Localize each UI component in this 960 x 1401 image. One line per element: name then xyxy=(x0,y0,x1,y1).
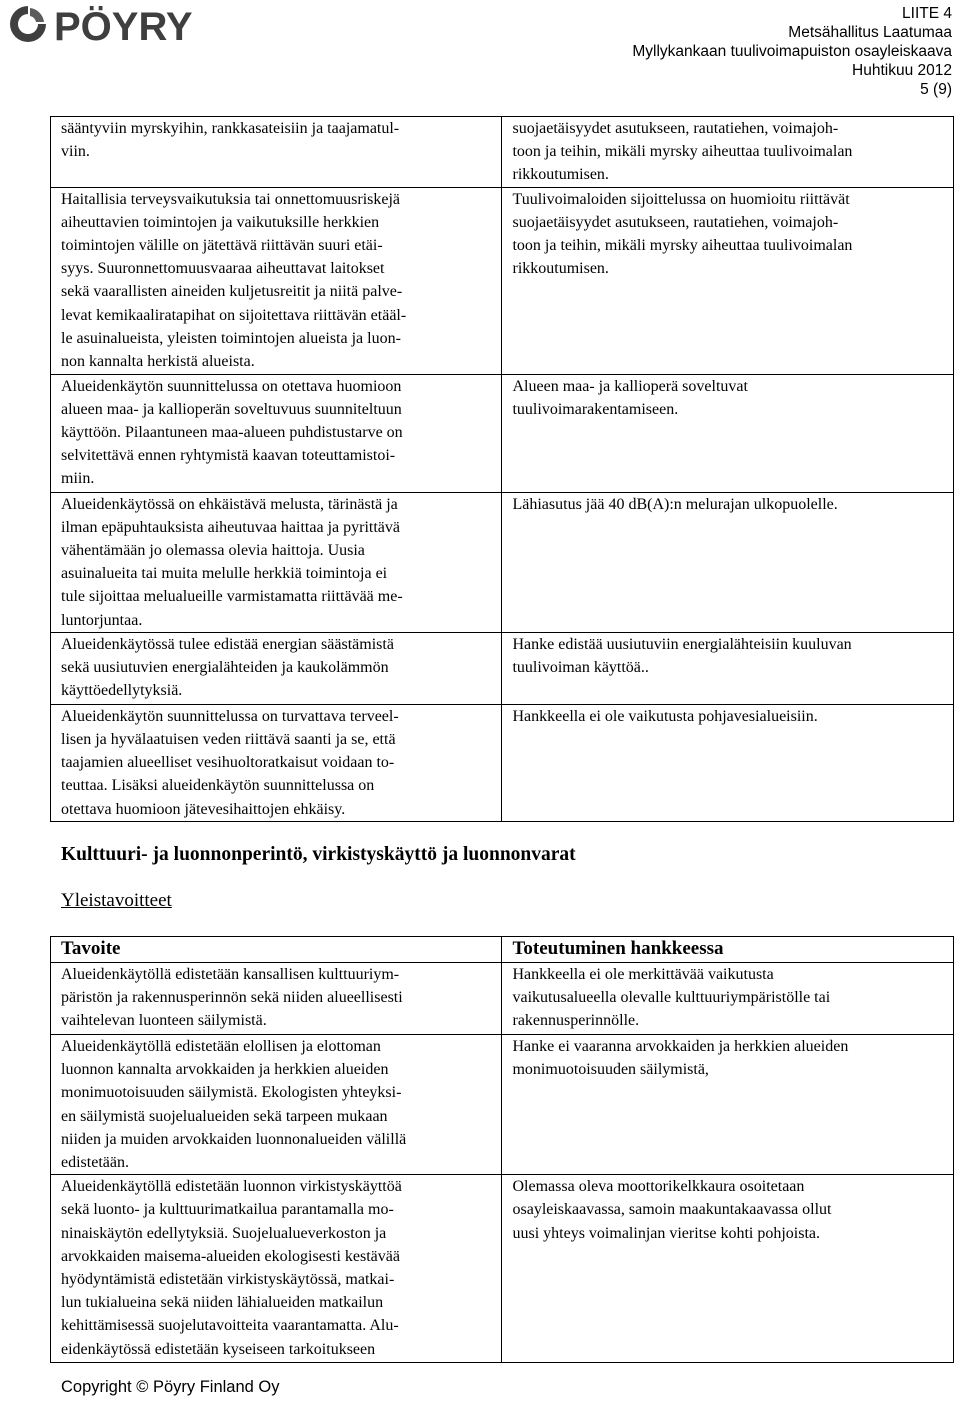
objective-text: Alueidenkäytössä on ehkäistävä melusta, tärinästä ja ilman epäpuhtauksista aiheutuvaa haittaa ja pyrittävä vähentämään jo olemassa olevia haittoja. Uusia asuinalueita tai muita melulle herkkiä toimintoja ei tule sijoittaa melualueille varmistamatta riittävää me- luntorjuntaa. xyxy=(61,495,403,629)
objective-cell xyxy=(51,704,502,821)
objective-cell xyxy=(51,632,502,704)
implementation-cell xyxy=(502,117,954,188)
client-name: Metsähallitus Laatumaa xyxy=(788,24,952,41)
table-row xyxy=(51,492,954,632)
general-objectives-table xyxy=(50,936,954,1363)
svg-text:PÖYRY: PÖYRY xyxy=(54,5,193,44)
column-header-objective: Tavoite xyxy=(51,937,502,963)
section-subtitle: Yleistavoitteet xyxy=(61,890,172,911)
objective-text: Alueidenkäytöllä edistetään elollisen ja elottoman luonnon kannalta arvokkaiden ja herkkien alueiden monimuotoisuuden säilymistä. Ekologisten yhteyksi- en säilymistä suojelualueiden sekä tarpeen mukaan niiden ja muiden arvokkaiden luonnonalueiden välillä edistetään. xyxy=(61,1038,407,1172)
implementation-text: Lähiasutus jää 40 dB(A):n melurajan ulkopuolelle. xyxy=(512,495,838,513)
implementation-text: Hankkeella ei ole merkittävää vaikutusta vaikutusalueella olevalle kulttuuriympäristölle tai rakennusperinnölle. xyxy=(512,966,831,1030)
objective-cell xyxy=(51,117,502,188)
objective-text: Haitallisia terveysvaikutuksia tai onnettomuusriskejä aiheuttavien toimintojen ja vaikutuksille herkkien toimintojen välille on jätettävä riittävän suuri etäi- syys. Suuronnettomuusvaaraa aiheuttavat laitokset sekä vaarallisten aineiden kuljetusreitit ja niitä palve- levat kemikaaliratapihat on sijoitettava riittävän etääl- le asuinalueista, yleisten toimintojen alueista ja luon- non kannalta herkistä alueista. xyxy=(61,190,407,371)
objective-cell xyxy=(51,187,502,374)
implementation-cell xyxy=(502,1035,954,1175)
objectives-table-continued xyxy=(50,116,954,822)
table1-body xyxy=(51,117,954,822)
table-row xyxy=(51,117,954,188)
implementation-cell xyxy=(502,632,954,704)
copyright-footer: Copyright © Pöyry Finland Oy xyxy=(61,1378,280,1396)
objective-text: Alueidenkäytössä tulee edistää energian säästämistä sekä uusiutuvien energialähteiden ja kaukolämmön käyttöedellytyksiä. xyxy=(61,635,394,700)
implementation-text: Olemassa oleva moottorikelkkaura osoitetaan osayleiskaavassa, samoin maakuntakaavassa ollut uusi yhteys voimalinjan vieritse kohti pohjoista. xyxy=(512,1178,832,1242)
document-date: Huhtikuu 2012 xyxy=(852,62,952,79)
objective-text: Alueidenkäytöllä edistetään luonnon virkistyskäyttöä sekä luonto- ja kulttuurimatkailua parantamalla mo- ninaiskäytön edellytyksiä. Suojelualueverkoston ja arvokkaiden maisema-alueiden ekologisesti kestävää hyödyntämistä edistetään virkistyskäytössä, matkai- lun tukialueina sekä niiden lähialueiden matkailun kehittämisessä suojelutavoitteita vaarantamatta. Alu- eidenkäytössä edistetään kyseiseen tarkoitukseen xyxy=(61,1178,402,1358)
implementation-cell xyxy=(502,374,954,492)
implementation-cell xyxy=(502,1175,954,1363)
table-header-row xyxy=(51,937,954,963)
objective-text: Alueidenkäytön suunnittelussa on otettava huomioon alueen maa- ja kallioperän soveltuvuus suunniteltuun käyttöön. Pilaantuneen maa-alueen puhdistustarve on selvitettävä ennen ryhtymistä kaavan toteuttamistoi- miin. xyxy=(61,377,403,488)
table-row xyxy=(51,1035,954,1175)
page-number: 5 (9) xyxy=(920,81,952,98)
objective-cell xyxy=(51,963,502,1035)
objective-cell xyxy=(51,492,502,632)
implementation-text: Hanke edistää uusiutuviin energialähteisiin kuuluvan tuulivoiman käyttöä.. xyxy=(512,635,852,677)
objective-text: sääntyviin myrskyihin, rankkasateisiin ja taajamatul- viin. xyxy=(61,120,400,161)
page-header xyxy=(632,4,952,99)
implementation-text: Alueen maa- ja kallioperä soveltuvat tuulivoimarakentamiseen. xyxy=(512,377,748,418)
implementation-text: suojaetäisyydet asutukseen, rautatiehen, voimajoh- toon ja teihin, mikäli myrsky aiheuttaa tuulivoimalan rikkoutumisen. xyxy=(512,120,853,184)
implementation-cell xyxy=(502,492,954,632)
attachment-label: LIITE 4 xyxy=(902,5,952,22)
table-row xyxy=(51,374,954,492)
table-row xyxy=(51,704,954,821)
objective-text: Alueidenkäytön suunnittelussa on turvattava terveel- lisen ja hyvälaatuisen veden riittävä saanti ja se, että taajamien alueelliset vesihuoltoratkaisut voidaan to- teuttaa. Lisäksi alueidenkäytön suunnittelussa on otettava huomioon jätevesihaittojen ehkäisy. xyxy=(61,707,399,818)
implementation-text: Hankkeella ei ole vaikutusta pohjavesialueisiin. xyxy=(512,707,818,725)
implementation-text: Hanke ei vaaranna arvokkaiden ja herkkien alueiden monimuotoisuuden säilymistä, xyxy=(512,1038,849,1079)
section-title: Kulttuuri- ja luonnonperintö, virkistyskäyttö ja luonnonvarat xyxy=(61,844,576,865)
objective-cell xyxy=(51,1035,502,1175)
implementation-cell xyxy=(502,704,954,821)
implementation-cell xyxy=(502,963,954,1035)
table-row xyxy=(51,963,954,1035)
table-row xyxy=(51,632,954,704)
table2-head xyxy=(51,937,954,963)
table2-body xyxy=(51,963,954,1363)
table-row xyxy=(51,187,954,374)
column-header-implementation: Toteutuminen hankkeessa xyxy=(502,937,954,963)
table-row xyxy=(51,1175,954,1363)
objective-text: Alueidenkäytöllä edistetään kansallisen kulttuuriym- päristön ja rakennusperinnön sekä niiden alueellisesti vaihtelevan luonteen säilymistä. xyxy=(61,966,403,1030)
implementation-text: Tuulivoimaloiden sijoittelussa on huomioitu riittävät suojaetäisyydet asutukseen, rautatiehen, voimajoh- toon ja teihin, mikäli myrsky aiheuttaa tuulivoimalan rikkoutumisen. xyxy=(512,190,853,278)
implementation-cell xyxy=(502,187,954,374)
objective-cell xyxy=(51,374,502,492)
project-name: Myllykankaan tuulivoimapuiston osayleiskaava xyxy=(632,43,952,60)
objective-cell xyxy=(51,1175,502,1363)
poyry-logo xyxy=(8,4,244,44)
